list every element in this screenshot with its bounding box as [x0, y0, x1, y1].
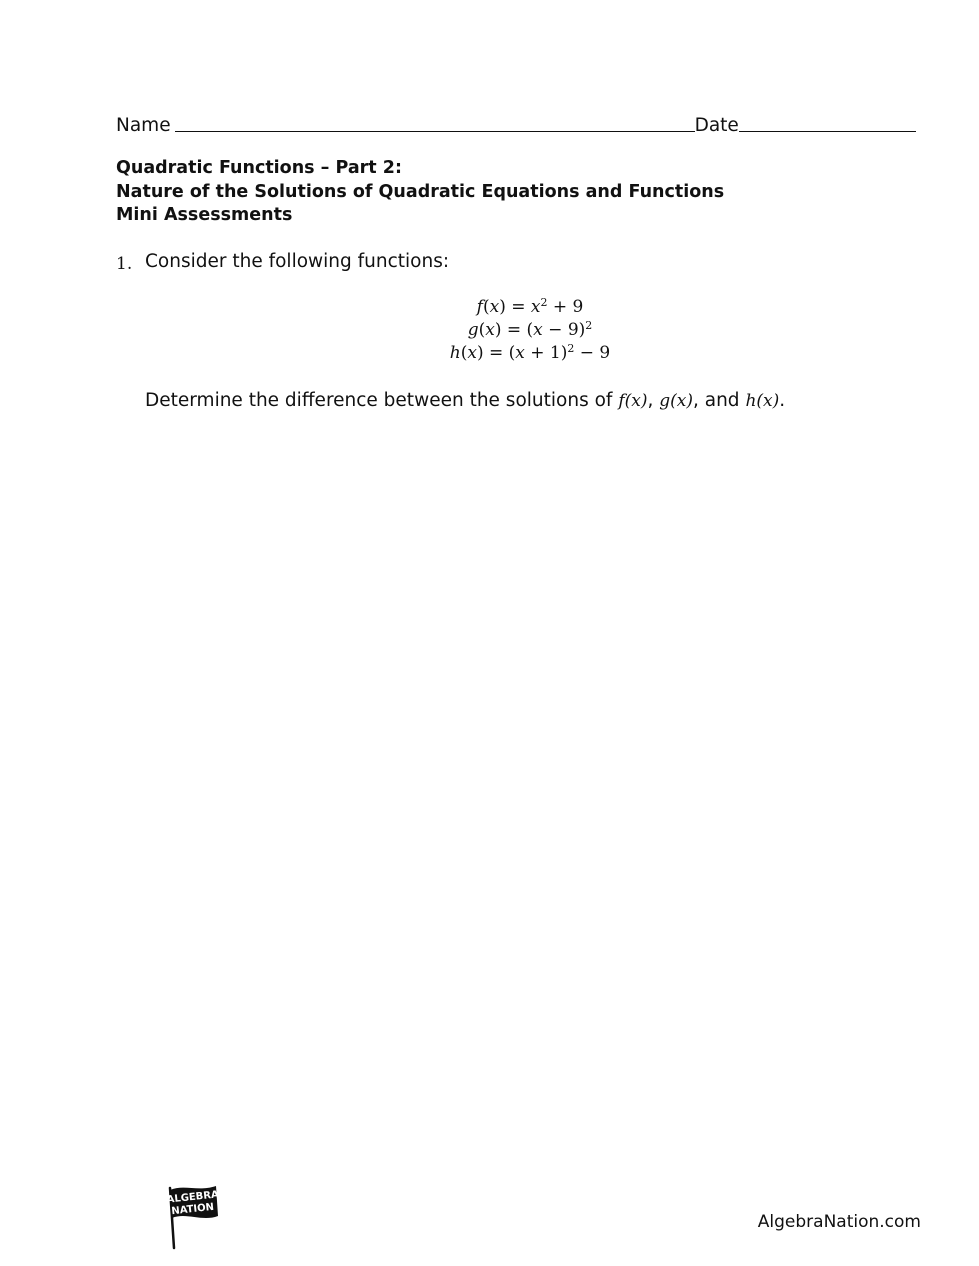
instruction-f: f(x) — [618, 391, 648, 411]
question-instruction: Determine the difference between the solutions of f(x), g(x), and h(x). — [145, 390, 786, 411]
heading-subtitle: Nature of the Solutions of Quadratic Equations and Functions — [116, 181, 725, 202]
name-label: Name — [116, 115, 171, 136]
name-blank-line[interactable] — [175, 131, 695, 132]
equation-f: $f(x) = x^2 + 9$ — [476, 296, 584, 317]
instruction-g: g(x) — [659, 391, 693, 411]
logo-text-nation: NATION — [170, 1201, 215, 1218]
name-date-row — [116, 110, 916, 136]
worksheet-heading — [116, 157, 724, 228]
function-equations — [380, 296, 680, 365]
instruction-and: and — [704, 390, 740, 411]
heading-section: Mini Assessments — [116, 205, 293, 225]
logo-text-algebra: ALGEBRA — [166, 1189, 220, 1206]
date-label: Date — [694, 115, 739, 136]
footer-url[interactable]: AlgebraNation.com — [757, 1212, 921, 1232]
heading-title: Quadratic Functions – Part 2: — [116, 158, 402, 178]
date-blank-line[interactable] — [739, 131, 916, 132]
instruction-text: Determine the difference between the solutions of — [145, 390, 613, 411]
instruction-h: h(x) — [745, 391, 780, 411]
question-prompt: Consider the following functions: — [145, 251, 450, 272]
algebra-nation-logo — [160, 1182, 224, 1250]
equation-h: $h(x) = (x + 1)^2 - 9$ — [449, 342, 611, 363]
question-number: 1. — [116, 254, 133, 274]
equation-g: $g(x) = (x - 9)^2$ — [467, 319, 593, 340]
